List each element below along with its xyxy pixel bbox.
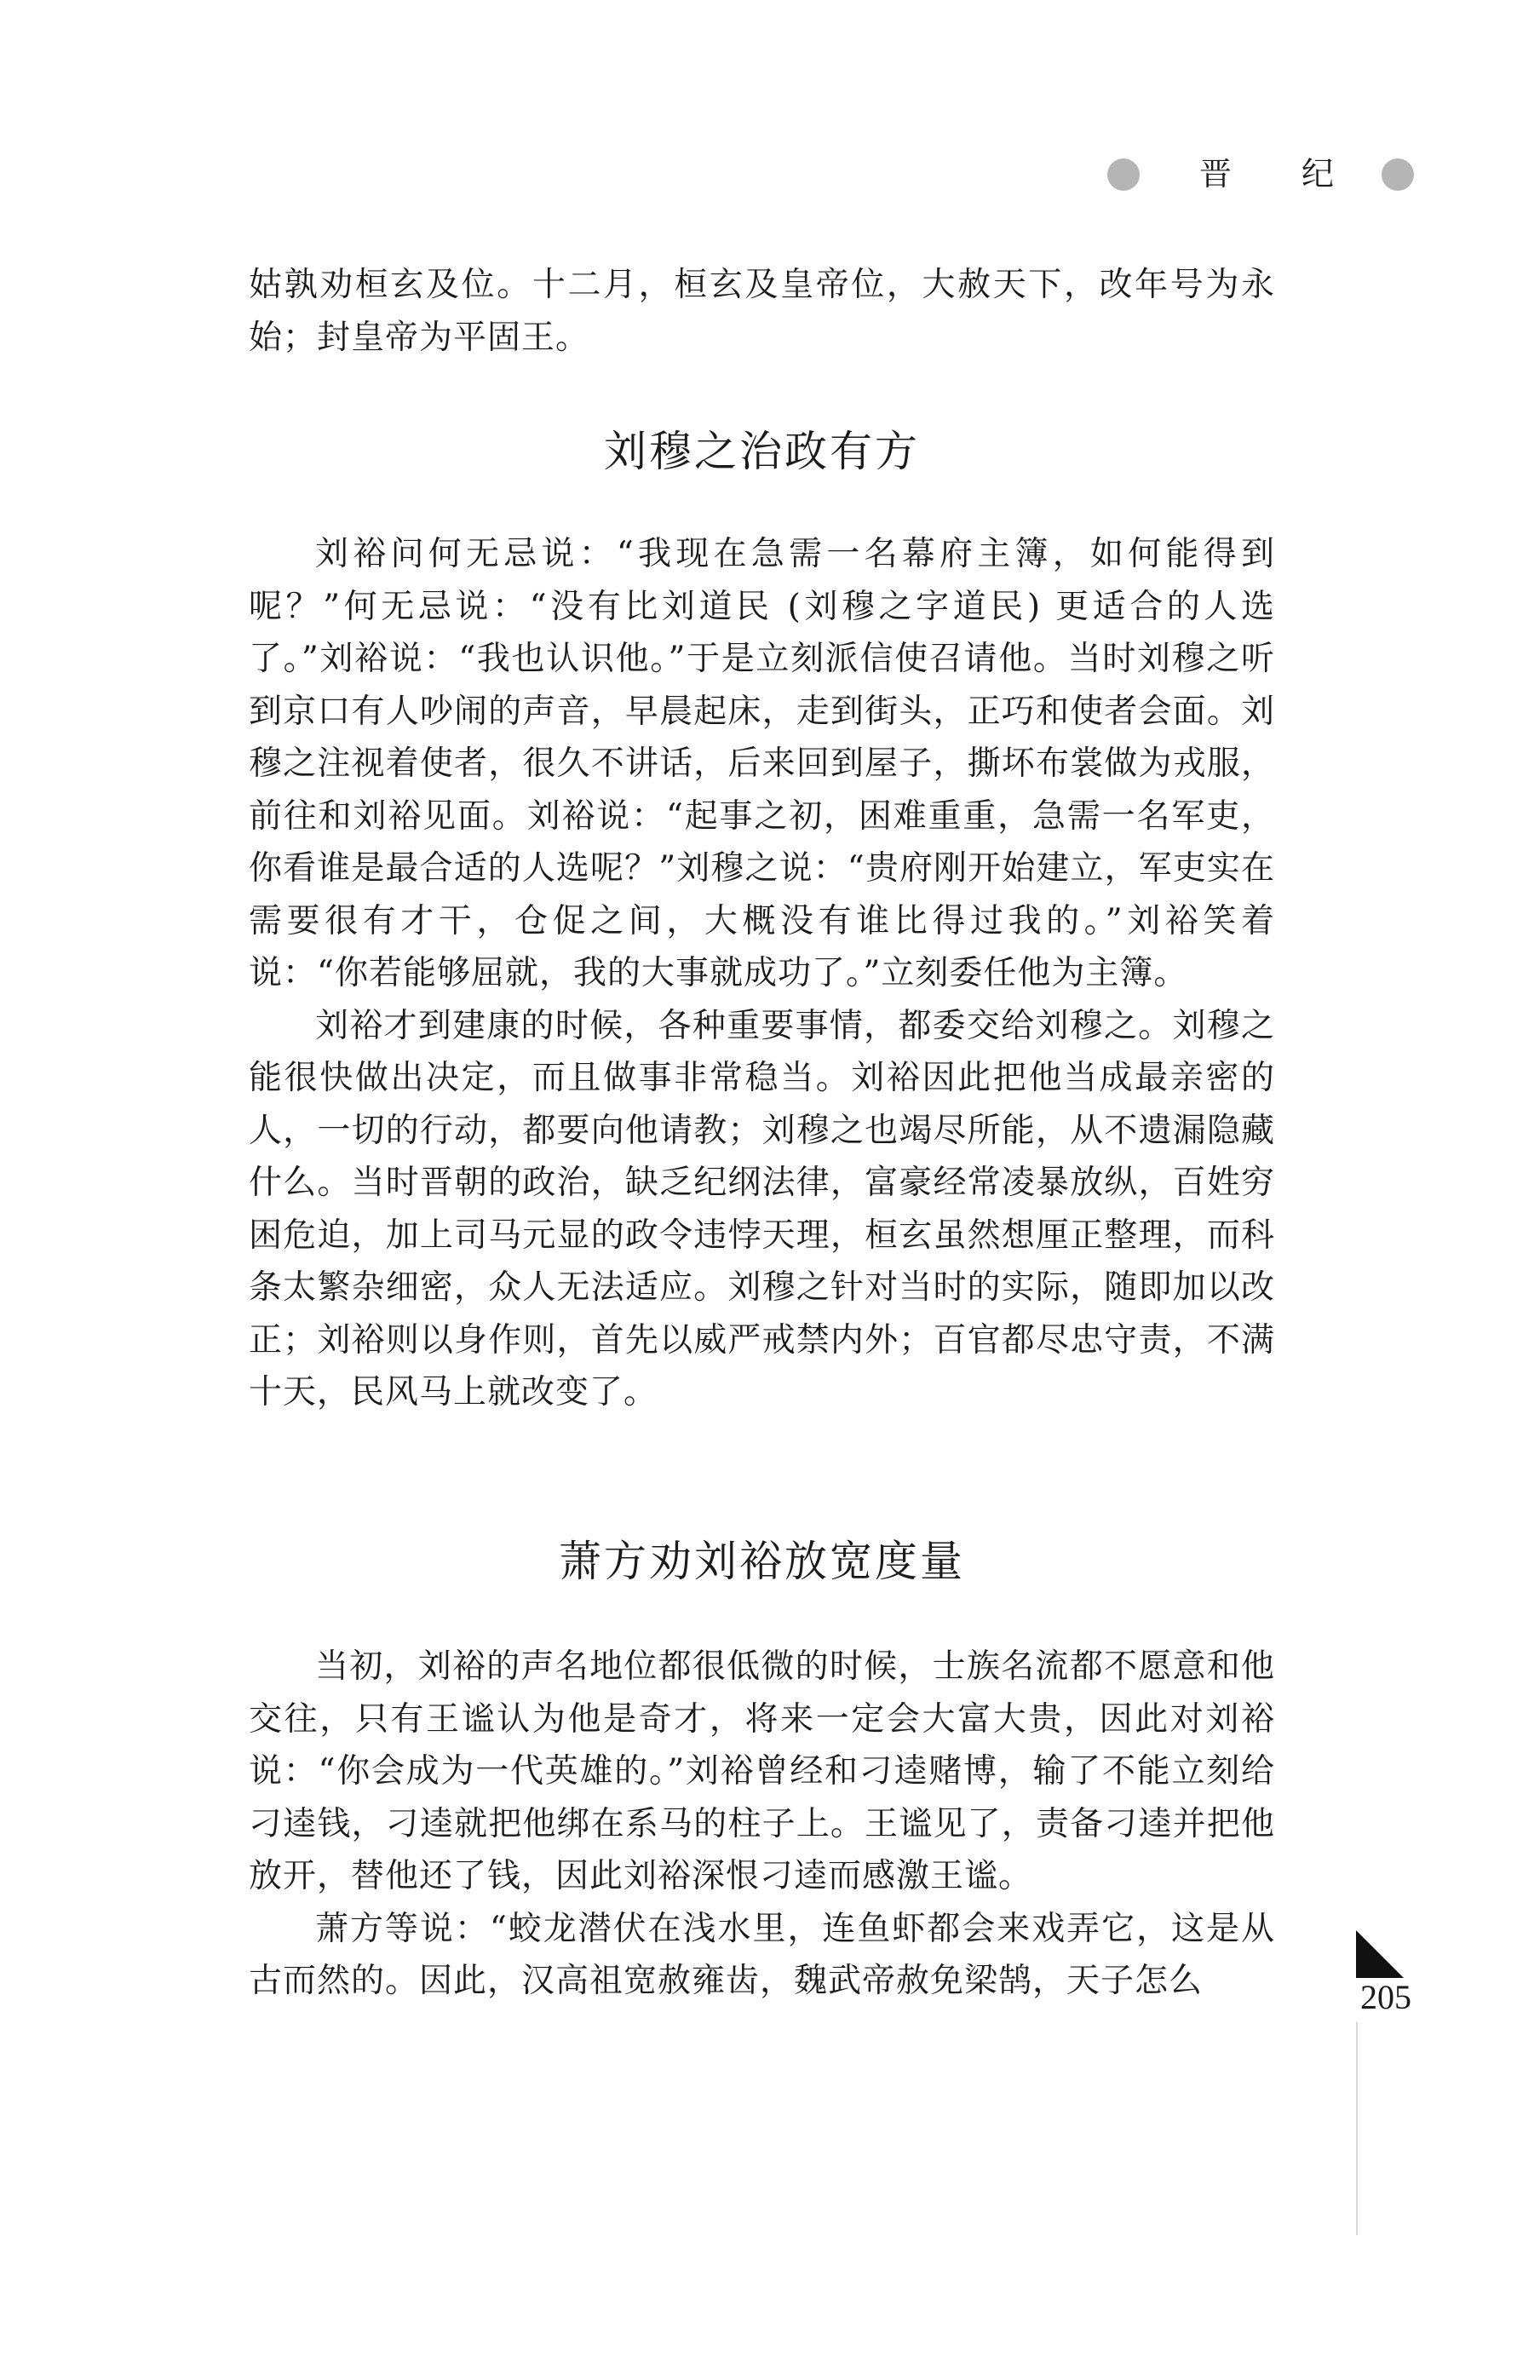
header-title-char-1: 晋 bbox=[1199, 155, 1233, 193]
page-number: 205 bbox=[1360, 1978, 1411, 2016]
section-2-body bbox=[249, 1641, 1275, 2008]
section-1-body bbox=[249, 528, 1275, 1419]
section-title-xiao-fang: 萧方劝刘裕放宽度量 bbox=[559, 1537, 965, 1586]
section-2-paragraph-2: 萧方等说：“蛟龙潜伏在浅水里，连鱼虾都会来戏弄它，这是从古而然的。因此，汉高祖宽赦雍齿，魏武帝赦免梁鹄，天子怎么 bbox=[249, 1909, 1275, 2000]
running-header bbox=[1107, 152, 1431, 196]
header-left-dot-icon bbox=[1107, 158, 1140, 191]
section-2-paragraph-1: 当初，刘裕的声名地位都很低微的时候，士族名流都不愿意和他交往，只有王谧认为他是奇才，将来一定会大富大贵，因此对刘裕说：“你会成为一代英雄的。”刘裕曾经和刁逵赌博，输了不能立刻给刁逵钱，刁逵就把他绑在系马的柱子上。王谧见了，责备刁逵并把他放开，替他还了钱，因此刘裕深恨刁逵而感激王谧。 bbox=[249, 1647, 1275, 1895]
header-title-char-2: 纪 bbox=[1302, 155, 1335, 193]
section-title-liu-muzhi: 刘穆之治政有方 bbox=[604, 427, 920, 476]
intro-paragraph: 姑孰劝桓玄及位。十二月，桓玄及皇帝位，大赦天下，改年号为永始；封皇帝为平固王。 bbox=[249, 266, 1275, 357]
intro-text-block bbox=[249, 259, 1275, 364]
page-edge-divider bbox=[1356, 2022, 1358, 2235]
section-1-paragraph-2: 刘裕才到建康的时候，各种重要事情，都委交给刘穆之。刘穆之能很快做出决定，而且做事非常稳当。刘裕因此把他当成最亲密的人，一切的行动，都要向他请教；刘穆之也竭尽所能，从不遗漏隐藏什么。当时晋朝的政治，缺乏纪纲法律，富豪经常凌暴放纵，百姓穷困危迫，加上司马元显的政令违悖天理，桓玄虽然想厘正整理，而科条太繁杂细密，众人无法适应。刘穆之针对当时的实际，随即加以改正；刘裕则以身作则，首先以威严戒禁内外；百官都尽忠守责，不满十天，民风马上就改变了。 bbox=[249, 1006, 1275, 1411]
section-1-paragraph-1: 刘裕问何无忌说：“我现在急需一名幕府主簿，如何能得到呢？”何无忌说：“没有比刘道民 (刘穆之字道民) 更适合的人选了。”刘裕说：“我也认识他。”于是立刻派信使召请他。当时刘穆之听到京口有人吵闹的声音，早晨起床，走到街头，正巧和使者会面。刘穆之注视着使者，很久不讲话，后来回到屋子，撕坏布裳做为戎服，前往和刘裕见面。刘裕说：“起事之初，困难重重，急需一名军吏，你看谁是最合适的人选呢？”刘穆之说：“贵府刚开始建立，军吏实在需要很有才干，仓促之间，大概没有谁比得过我的。”刘裕笑着说：“你若能够屈就，我的大事就成功了。”立刻委任他为主簿。 bbox=[249, 535, 1275, 992]
header-right-dot-icon bbox=[1382, 158, 1414, 191]
page-corner-triangle-icon bbox=[1356, 1930, 1404, 1978]
